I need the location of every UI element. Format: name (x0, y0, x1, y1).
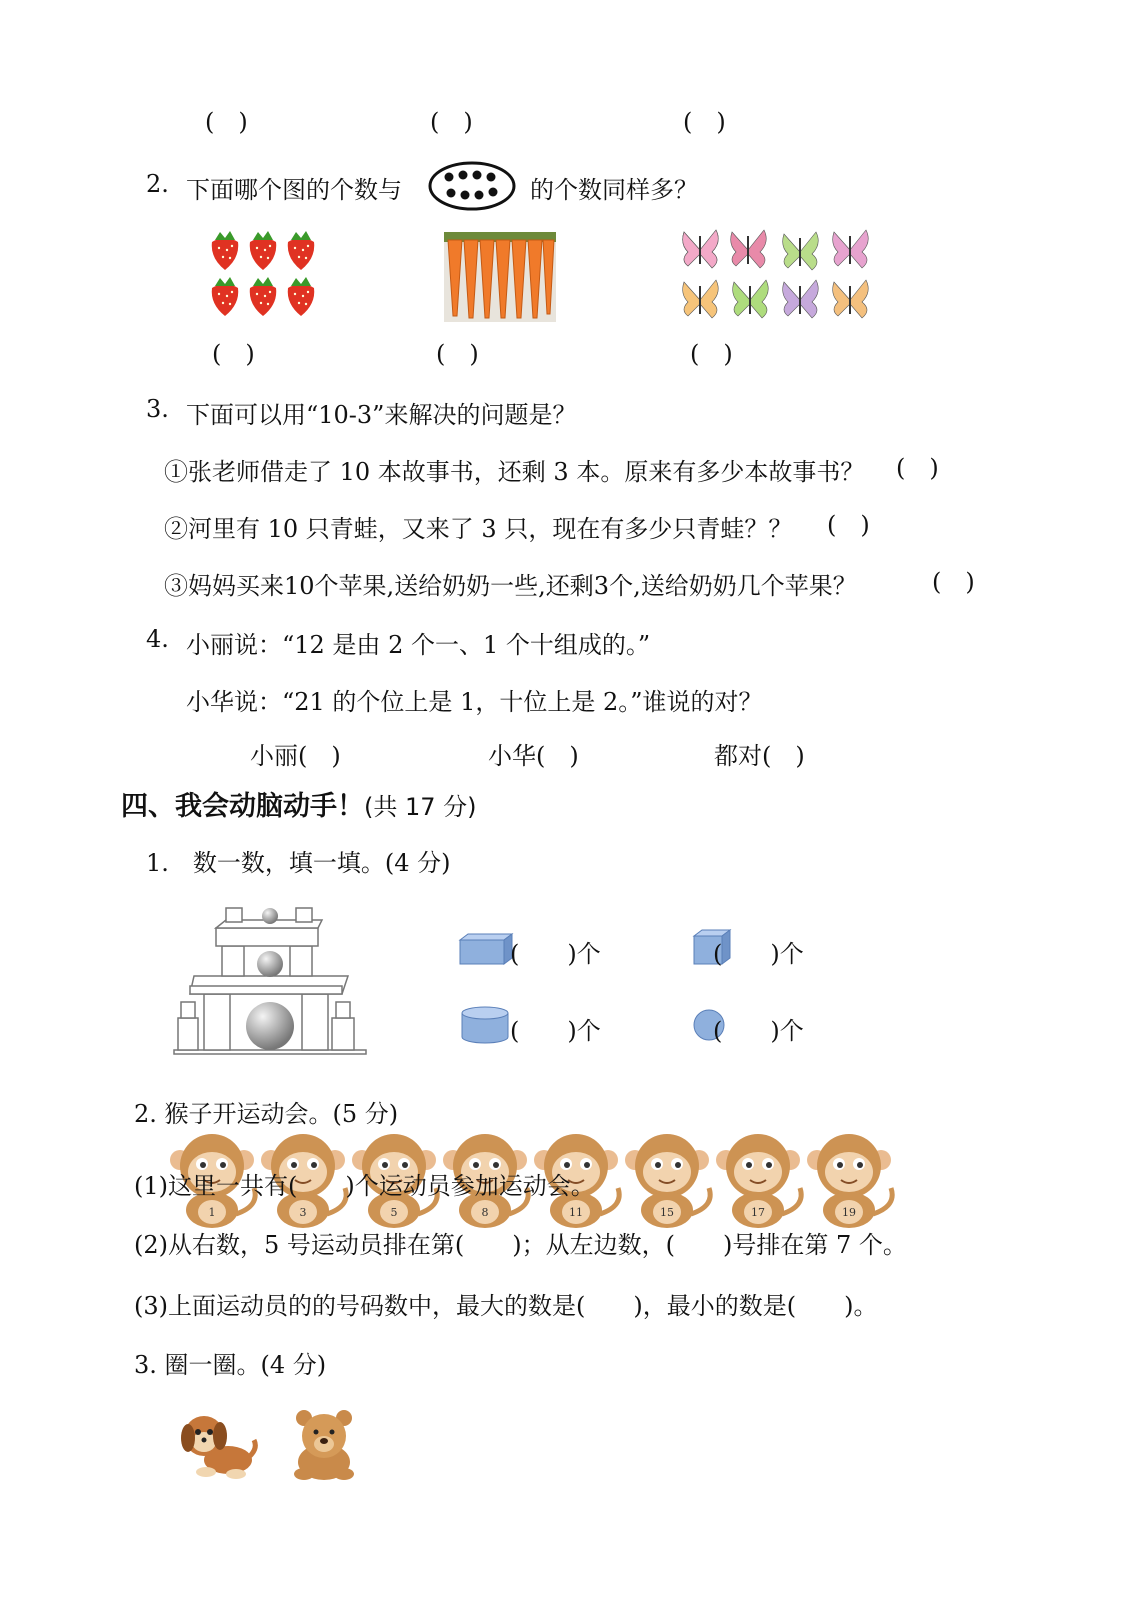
q3-option-3-blank[interactable]: ( ) (932, 568, 975, 596)
q3-text: 下面可以用“10-3”来解决的问题是？ (186, 401, 577, 429)
monkey-number: 1 (208, 1206, 216, 1219)
blank-top-2[interactable]: ( ) (430, 108, 473, 136)
s3-label: 3. 圈一圈。(4 分) (134, 1351, 327, 1379)
shape-count-cylinder[interactable]: ( )个 (510, 1017, 601, 1045)
cylinder-icon (460, 1006, 510, 1044)
q3-number: 3. (146, 395, 169, 423)
blank-top-1[interactable]: ( ) (205, 108, 248, 136)
q4-line-2: 小华说：“21 的个位上是 1，十位上是 2。”谁说的对？ (186, 688, 763, 716)
monkey-number: 19 (842, 1206, 856, 1219)
s2-question-1: (1)这里一共有( )个运动员参加运动会。 (134, 1172, 595, 1200)
s1-label: 1. 数一数，填一填。(4 分) (146, 849, 451, 877)
section-4-title-text: 四、我会动脑动手！ (121, 791, 364, 822)
puppy-icon (176, 1408, 258, 1480)
carrots-image (444, 232, 556, 322)
q4-choice-both[interactable]: 都对( ) (714, 742, 805, 770)
monkey-number: 3 (299, 1206, 307, 1219)
q4-choice-xiaoli[interactable]: 小丽( ) (250, 742, 341, 770)
monkey-athlete (805, 1136, 897, 1232)
q3-option-2-blank[interactable]: ( ) (827, 511, 870, 539)
q2-text-before: 下面哪个图的个数与 (186, 176, 402, 204)
q2-blank-1[interactable]: ( ) (212, 340, 255, 368)
shape-count-sphere[interactable]: ( )个 (713, 1017, 804, 1045)
blocks-structure-image (172, 906, 368, 1056)
monkey-number: 15 (660, 1206, 674, 1219)
q2-number: 2. (146, 170, 169, 198)
section-4-points: (共 17 分) (364, 793, 477, 821)
q3-option-1-blank[interactable]: ( ) (896, 454, 939, 482)
monkey-athlete (623, 1136, 715, 1232)
shape-count-cuboid[interactable]: ( )个 (510, 940, 601, 968)
q4-number: 4. (146, 625, 169, 653)
strawberries-image (208, 228, 323, 320)
monkey-number: 5 (390, 1206, 398, 1219)
q3-option-1: ①张老师借走了 10 本故事书，还剩 3 本。原来有多少本故事书？ (164, 458, 865, 486)
monkey-athlete (714, 1136, 806, 1232)
cuboid-icon (458, 932, 514, 966)
q4-line-1: 小丽说：“12 是由 2 个一、1 个十组成的。” (186, 631, 651, 659)
butterflies-image (678, 226, 878, 326)
q2-text-after: 的个数同样多？ (530, 176, 698, 204)
s2-question-3: (3)上面运动员的的号码数中，最大的数是( )，最小的数是( )。 (134, 1292, 878, 1320)
blank-top-3[interactable]: ( ) (683, 108, 726, 136)
q3-option-2: ②河里有 10 只青蛙，又来了 3 只，现在有多少只青蛙？？ (164, 515, 793, 543)
monkey-number: 8 (481, 1206, 489, 1219)
shape-count-cube[interactable]: ( )个 (713, 940, 804, 968)
s2-question-2: (2)从右数，5 号运动员排在第( )；从左边数，( )号排在第 7 个。 (134, 1231, 907, 1259)
q3-option-3: ③妈妈买来10个苹果,送给奶奶一些,还剩3个,送给奶奶几个苹果？ (164, 572, 857, 600)
teddy-bear-icon (290, 1408, 358, 1480)
q4-choice-xiaohua[interactable]: 小华( ) (488, 742, 579, 770)
monkey-number: 17 (751, 1206, 765, 1219)
dots-oval-icon (427, 160, 517, 212)
q2-blank-3[interactable]: ( ) (690, 340, 733, 368)
q2-blank-2[interactable]: ( ) (436, 340, 479, 368)
section-4-title (121, 784, 477, 823)
monkey-number: 11 (569, 1206, 583, 1219)
s2-label: 2. 猴子开运动会。(5 分) (134, 1100, 399, 1128)
